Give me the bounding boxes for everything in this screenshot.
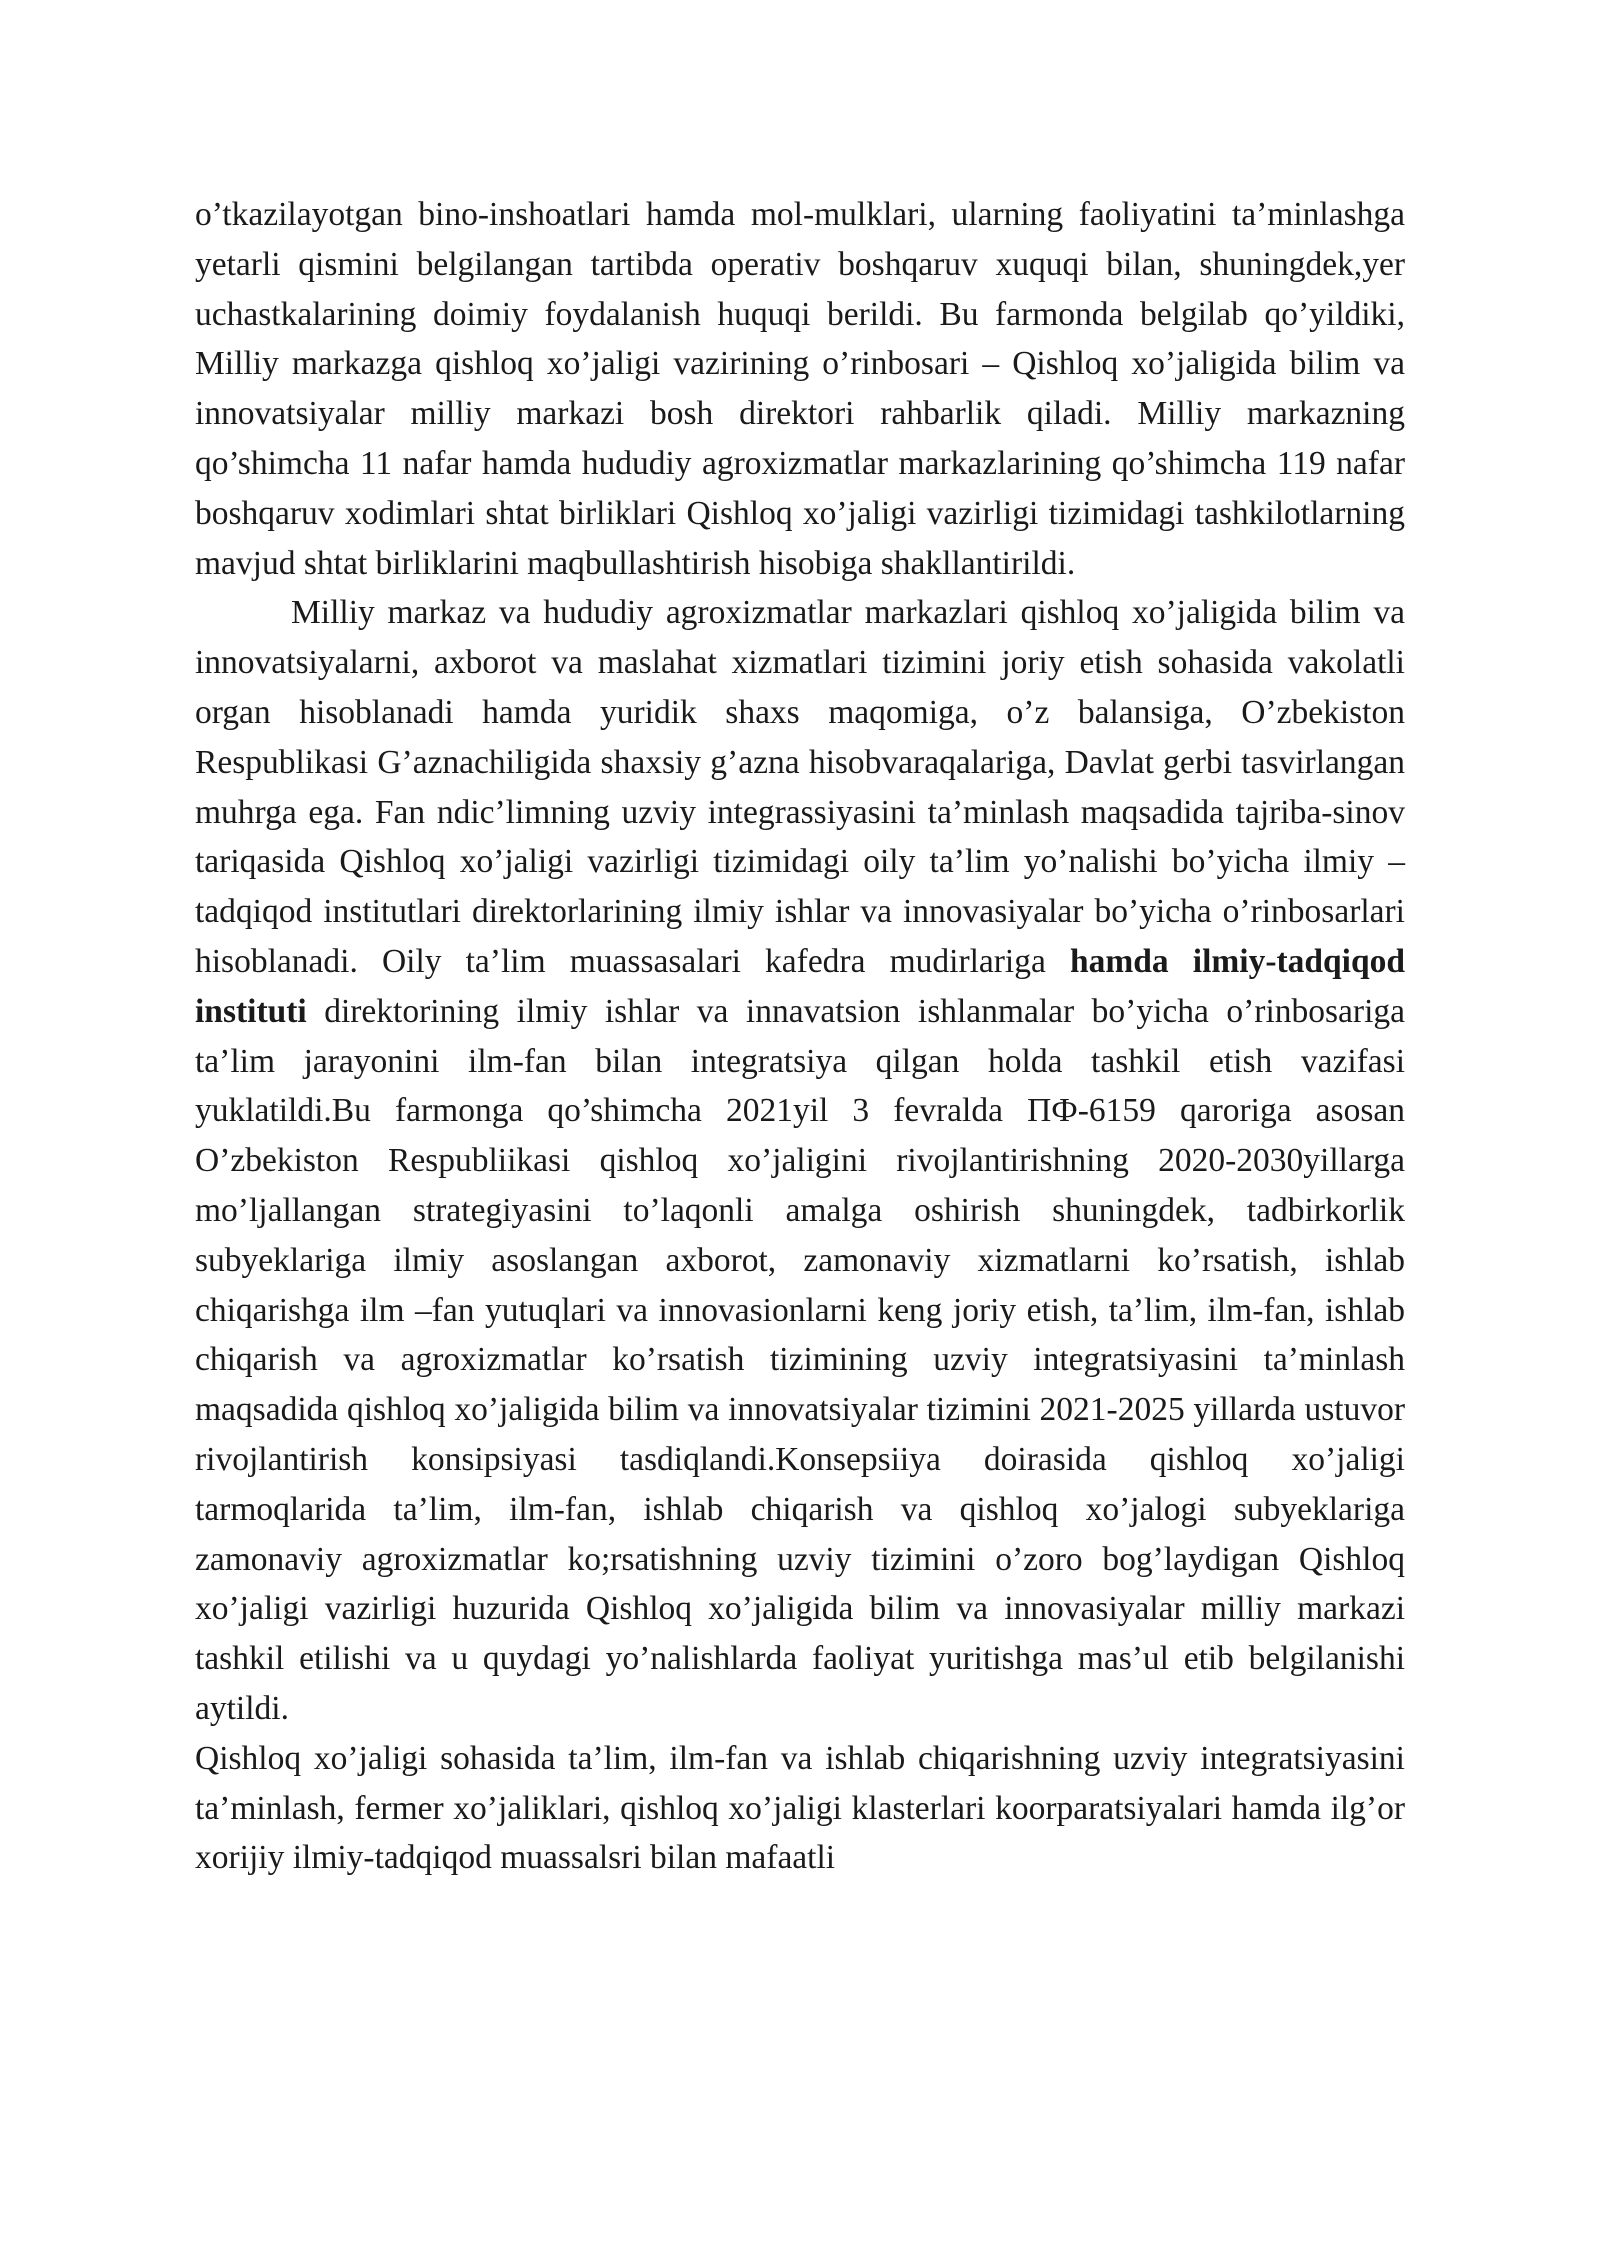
paragraph-milliy-markaz [195, 588, 1405, 1733]
bold-phrase: hamda ilmiy-tadqiqod instituti [195, 942, 1405, 1030]
paragraph-qishloq: Qishloq xo’jaligi sohasida ta’lim, ilm-fan va ishlab chiqarishning uzviy integratsiyasini ta’minlash, fermer xo’jaliklari, qishloq xo’jaligi klasterlari koorparatsiyalari hamda ilg’or xorijiy ilmiy-tadqiqod muassalsri bilan mafaatli [195, 1739, 1405, 1877]
paragraph-text: Milliy markaz va hududiy agroxizmatlar markazlari qishloq xo’jaligida bilim va innovatsiyalarni, axborot va maslahat xizmatlari tizimini joriy etish sohasida vakolatli organ hisoblanadi hamda yuridik shaxs maqomiga, o’z balansiga, O’zbekiston Respublikasi G’aznachiligida shaxsiy g’azna hisobvaraqalariga, Davlat gerbi tasvirlangan muhrga ega. Fan ndic’limning uzviy integrassiyasini ta’minlash maqsadida tajriba-sinov tariqasida Qishloq xo’jaligi vazirligi tizimidagi oily ta’lim yo’nalishi bo’yicha ilmiy –tadqiqod institutlari direktorlarining ilmiy ishlar va innovasiyalar bo’yicha o’rinbosarlari hisoblanadi. Oily ta’lim muassasalari kafedra mudirlariga [195, 594, 1405, 980]
paragraph-continuation: o’tkazilayotgan bino-inshoatlari hamda mol-mulklari, ularning faoliyatini ta’minlashga yetarli qismini belgilangan tartibda operativ boshqaruv xuquqi bilan, shuningdek,yer uchastkalarining doimiy foydalanish huquqi berildi. Bu farmonda belgilab qo’yildiki, Milliy markazga qishloq xo’jaligi vazirining o’rinbosari – Qishloq xo’jaligida bilim va innovatsiyalar milliy markazi bosh direktori rahbarlik qiladi. Milliy markazning qo’shimcha 11 nafar hamda hududiy agroxizmatlar markazlarining qo’shimcha 119 nafar boshqaruv xodimlari shtat birliklari Qishloq xo’jaligi vazirligi tizimidagi tashkilotlarning mavjud shtat birliklarini maqbullashtirish hisobiga shakllantirildi. [195, 196, 1405, 582]
paragraph-text: direktorining ilmiy ishlar va innavatsion ishlanmalar bo’yicha o’rinbosariga ta’lim jarayonini ilm-fan bilan integratsiya qilgan holda tashkil etish vazifasi yuklatildi.Bu farmonga qo’shimcha 2021yil 3 fevralda ПФ-6159 qaroriga asosan O’zbekiston Respubliikasi qishloq xo’jaligini rivojlantirishning 2020-2030yillarga mo’ljallangan strategiyasini to’laqonli amalga oshirish shuningdek, tadbirkorlik subyeklariga ilmiy asoslangan axborot, zamonaviy xizmatlarni ko’rsatish, ishlab chiqarishga ilm –fan yutuqlari va innovasionlarni keng joriy etish, ta’lim, ilm-fan, ishlab chiqarish va agroxizmatlar ko’rsatish tizimining uzviy integratsiyasini ta’minlash maqsadida qishloq xo’jaligida bilim va innovatsiyalar tizimini 2021-2025 yillarda ustuvor rivojlantirish konsipsiyasi tasdiqlandi.Konsepsiiya doirasida qishloq xo’jaligi tarmoqlarida ta’lim, ilm-fan, ishlab chiqarish va qishloq xo’jalogi subyeklariga zamonaviy agroxizmatlar ko;rsatishning uzviy tizimini o’zoro bog’laydigan Qishloq xo’jaligi vazirligi huzurida Qishloq xo’jaligida bilim va innovasiyalar milliy markazi tashkil etilishi va u quydagi yo’nalishlarda faoliyat yuritishga mas’ul etib belgilanishi aytildi. [195, 992, 1405, 1727]
document-body [195, 190, 1405, 1883]
